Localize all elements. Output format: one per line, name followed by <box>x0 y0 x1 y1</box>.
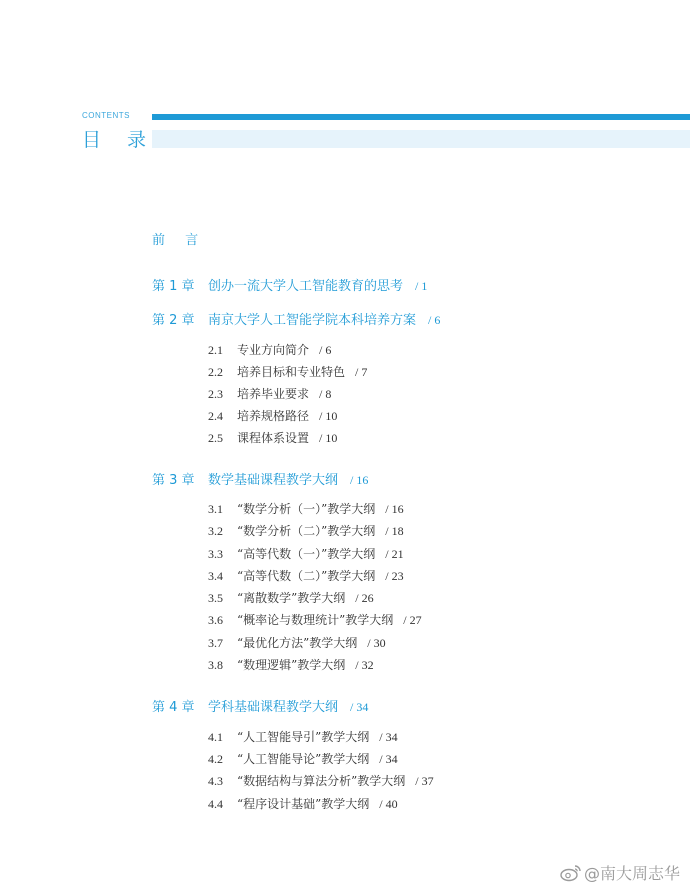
toc-section-3-7[interactable] <box>208 634 386 651</box>
section-title: “人工智能导引”教学大纲 <box>237 730 370 744</box>
toc-section-4-2[interactable] <box>208 750 398 767</box>
chapter-number: 第 4 章 <box>152 700 195 715</box>
toc-section-2-4[interactable] <box>208 407 337 424</box>
chapter-title: 创办一流大学人工智能教育的思考 <box>208 279 404 294</box>
toc-section-3-6[interactable] <box>208 611 422 628</box>
section-number: 3.4 <box>208 569 223 583</box>
chapter-page: / 1 <box>415 279 428 293</box>
section-title: “离散数学”教学大纲 <box>237 591 346 605</box>
toc-section-3-2[interactable] <box>208 522 404 539</box>
toc-section-3-3[interactable] <box>208 545 404 562</box>
chapter-number: 第 2 章 <box>152 313 195 328</box>
toc-section-3-1[interactable] <box>208 500 404 517</box>
section-page: / 30 <box>367 636 386 650</box>
chapter-number: 第 1 章 <box>152 279 195 294</box>
toc-section-3-4[interactable] <box>208 567 404 584</box>
page-title: 目 录 <box>82 129 157 151</box>
section-page: / 34 <box>379 730 398 744</box>
section-title: “人工智能导论”教学大纲 <box>237 752 370 766</box>
section-number: 2.5 <box>208 431 223 445</box>
section-page: / 8 <box>319 387 332 401</box>
section-title: 课程体系设置 <box>237 431 310 445</box>
section-title: 专业方向简介 <box>237 343 310 357</box>
toc-chapter-2[interactable] <box>152 309 440 328</box>
section-page: / 37 <box>415 774 434 788</box>
section-number: 3.8 <box>208 658 223 672</box>
section-title: “数学分析（二）”教学大纲 <box>237 524 376 538</box>
section-title: “高等代数（一）”教学大纲 <box>237 547 376 561</box>
section-page: / 32 <box>355 658 374 672</box>
watermark-text: @南大周志华 <box>583 864 680 883</box>
section-title: “程序设计基础”教学大纲 <box>237 797 370 811</box>
section-page: / 10 <box>319 409 338 423</box>
chapter-page: / 16 <box>350 473 369 487</box>
section-number: 3.1 <box>208 502 223 516</box>
section-number: 4.4 <box>208 797 223 811</box>
toc-section-2-2[interactable] <box>208 363 367 380</box>
section-number: 3.5 <box>208 591 223 605</box>
section-number: 4.3 <box>208 774 223 788</box>
section-page: / 10 <box>319 431 338 445</box>
section-title: “最优化方法”教学大纲 <box>237 636 358 650</box>
header-accent-bar <box>152 114 690 120</box>
chapter-title: 学科基础课程教学大纲 <box>208 700 339 715</box>
toc-section-2-5[interactable] <box>208 429 337 446</box>
toc-section-4-3[interactable] <box>208 772 434 789</box>
section-number: 3.3 <box>208 547 223 561</box>
section-page: / 23 <box>385 569 404 583</box>
toc-section-3-8[interactable] <box>208 656 374 673</box>
section-title: “数学分析（一）”教学大纲 <box>237 502 376 516</box>
toc-section-4-1[interactable] <box>208 728 398 745</box>
contents-label: CONTENTS <box>82 111 130 120</box>
chapter-number: 第 3 章 <box>152 473 195 488</box>
section-page: / 7 <box>355 365 368 379</box>
chapter-page: / 34 <box>350 700 369 714</box>
section-number: 2.3 <box>208 387 223 401</box>
section-number: 3.6 <box>208 613 223 627</box>
toc-chapter-1[interactable] <box>152 275 427 294</box>
section-page: / 16 <box>385 502 404 516</box>
section-title: “高等代数（二）”教学大纲 <box>237 569 376 583</box>
section-title: “数理逻辑”教学大纲 <box>237 658 346 672</box>
section-number: 3.7 <box>208 636 223 650</box>
section-page: / 6 <box>319 343 332 357</box>
section-number: 2.4 <box>208 409 223 423</box>
section-page: / 18 <box>385 524 404 538</box>
section-title: “数据结构与算法分析”教学大纲 <box>237 774 406 788</box>
weibo-icon <box>560 864 582 882</box>
section-title: 培养目标和专业特色 <box>237 365 346 379</box>
header-light-bar <box>152 130 690 148</box>
chapter-title: 南京大学人工智能学院本科培养方案 <box>208 313 417 328</box>
section-page: / 27 <box>403 613 422 627</box>
toc-preface[interactable]: 前 言 <box>152 233 207 248</box>
toc-section-4-4[interactable] <box>208 795 398 812</box>
toc-chapter-3[interactable] <box>152 469 368 488</box>
section-title: “概率论与数理统计”教学大纲 <box>237 613 394 627</box>
weibo-watermark <box>560 861 680 884</box>
section-number: 2.1 <box>208 343 223 357</box>
section-number: 2.2 <box>208 365 223 379</box>
section-page: / 34 <box>379 752 398 766</box>
toc-chapter-4[interactable] <box>152 696 368 715</box>
toc-section-2-1[interactable] <box>208 341 331 358</box>
section-title: 培养规格路径 <box>237 409 310 423</box>
section-page: / 21 <box>385 547 404 561</box>
section-number: 4.1 <box>208 730 223 744</box>
chapter-page: / 6 <box>428 313 441 327</box>
section-number: 3.2 <box>208 524 223 538</box>
section-page: / 26 <box>355 591 374 605</box>
section-page: / 40 <box>379 797 398 811</box>
chapter-title: 数学基础课程教学大纲 <box>208 473 339 488</box>
section-number: 4.2 <box>208 752 223 766</box>
toc-section-3-5[interactable] <box>208 589 374 606</box>
section-title: 培养毕业要求 <box>237 387 310 401</box>
toc-section-2-3[interactable] <box>208 385 331 402</box>
